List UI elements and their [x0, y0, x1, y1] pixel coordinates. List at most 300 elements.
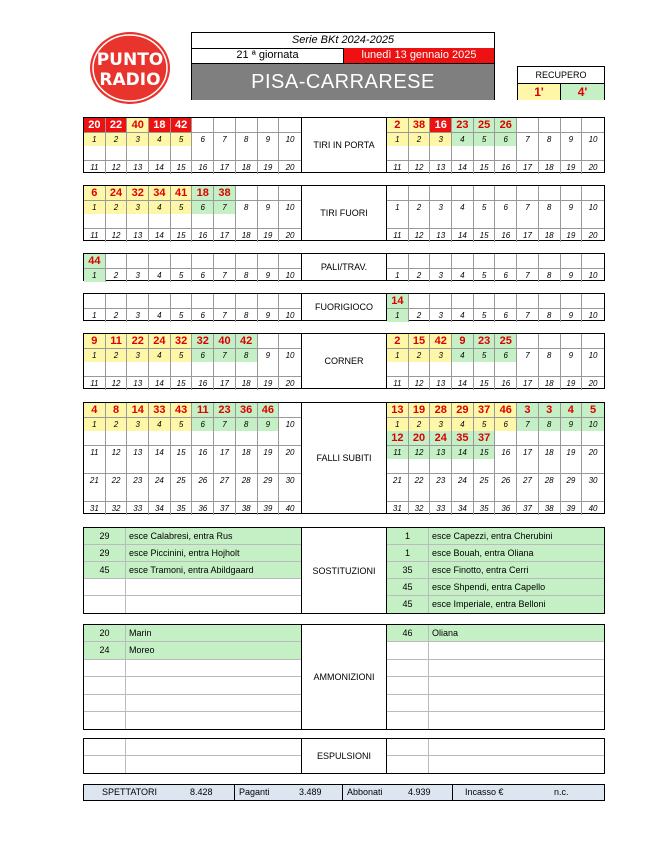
event-slot: [127, 431, 149, 445]
event-description: esce Bouah, entra Oliana: [432, 548, 534, 558]
slot-number: 14: [452, 376, 474, 390]
slot-number: 8: [236, 308, 258, 322]
event-slot: [149, 431, 171, 445]
list-item: [387, 596, 604, 613]
event-slot: [517, 146, 539, 160]
event-slot: [149, 362, 171, 376]
takings-value: n.c.: [554, 787, 569, 797]
slot-number: 6: [192, 308, 214, 322]
event-slot: [452, 254, 474, 268]
stat-falli-left-team: [84, 403, 301, 513]
slot-number: 19: [258, 445, 280, 459]
event-slot: [582, 294, 604, 308]
event-slot: [236, 487, 258, 501]
slot-number: 13: [430, 376, 452, 390]
event-slot: [84, 431, 106, 445]
slot-number: 37: [214, 501, 236, 515]
substitutions-section: [83, 527, 605, 614]
event-slot: [561, 459, 583, 473]
event-minute: 14: [127, 403, 149, 417]
slot-number: 4: [149, 132, 171, 146]
slot-number: 2: [409, 200, 431, 214]
event-minute: 25: [495, 334, 517, 348]
slot-number: 22: [106, 473, 128, 487]
slot-number: 30: [279, 473, 301, 487]
attendance-footer: [83, 784, 605, 801]
event-slot: [495, 214, 517, 228]
slot-number: 13: [127, 228, 149, 242]
slot-number: 2: [409, 417, 431, 431]
event-slot: [106, 362, 128, 376]
slot-number: 6: [192, 132, 214, 146]
event-minute: 37: [474, 431, 496, 445]
event-slot: [495, 254, 517, 268]
slot-number: 12: [106, 376, 128, 390]
event-description: esce Imperiale, entra Belloni: [432, 599, 546, 609]
slot-number: 8: [236, 200, 258, 214]
slot-number: 13: [430, 228, 452, 242]
stat-label-tiri_fuori: TIRI FUORI: [301, 186, 387, 240]
event-slot: [127, 146, 149, 160]
slot-number: 14: [452, 445, 474, 459]
slot-number: 31: [84, 501, 106, 515]
slot-number: 20: [279, 376, 301, 390]
slot-number: 34: [452, 501, 474, 515]
event-slot: [106, 214, 128, 228]
event-slot: [192, 362, 214, 376]
event-slot: [452, 186, 474, 200]
slot-number: 12: [409, 376, 431, 390]
slot-number: 15: [171, 160, 193, 174]
slot-number: 17: [214, 376, 236, 390]
stat-section-falli: [83, 402, 605, 514]
slot-number: 12: [409, 160, 431, 174]
slot-number: 10: [582, 348, 604, 362]
event-slot: [517, 487, 539, 501]
event-slot: [149, 214, 171, 228]
slot-number: 8: [236, 417, 258, 431]
slot-number: 3: [430, 417, 452, 431]
event-slot: [258, 214, 280, 228]
spectators-value: 8.428: [190, 787, 213, 797]
event-minute: 34: [149, 186, 171, 200]
slot-number: 8: [539, 132, 561, 146]
slot-number: 20: [582, 228, 604, 242]
slot-number: 12: [106, 160, 128, 174]
slot-number: 11: [84, 376, 106, 390]
event-minute: 32: [192, 334, 214, 348]
slot-number: 27: [214, 473, 236, 487]
slot-number: 5: [474, 348, 496, 362]
event-slot: [474, 459, 496, 473]
event-slot: [387, 214, 409, 228]
event-minute: 36: [236, 403, 258, 417]
slot-number: 5: [171, 417, 193, 431]
event-slot: [517, 186, 539, 200]
slot-number: 5: [474, 200, 496, 214]
slot-number: 17: [517, 445, 539, 459]
event-slot: [582, 214, 604, 228]
event-slot: [258, 254, 280, 268]
slot-number: 1: [84, 200, 106, 214]
event-slot: [279, 403, 301, 417]
slot-number: 21: [387, 473, 409, 487]
event-slot: [214, 487, 236, 501]
event-slot: [452, 294, 474, 308]
slot-number: 17: [517, 376, 539, 390]
stat-fuorigioco-right-team: [387, 294, 604, 320]
event-minute: 29: [452, 403, 474, 417]
event-minute: 23: [214, 403, 236, 417]
slot-number: 7: [517, 417, 539, 431]
slot-number: 7: [517, 200, 539, 214]
slot-number: 6: [495, 132, 517, 146]
event-slot: [495, 362, 517, 376]
list-item: [387, 625, 604, 642]
event-minute: 18: [192, 186, 214, 200]
slot-number: 21: [84, 473, 106, 487]
event-slot: [474, 146, 496, 160]
event-slot: [539, 254, 561, 268]
slot-number: 15: [474, 445, 496, 459]
event-slot: [171, 362, 193, 376]
event-slot: [561, 334, 583, 348]
slot-number: 25: [474, 473, 496, 487]
event-slot: [452, 362, 474, 376]
list-item: [387, 562, 604, 579]
event-slot: [279, 118, 301, 132]
event-slot: [192, 459, 214, 473]
list-item: [387, 545, 604, 562]
slot-number: 4: [452, 132, 474, 146]
event-slot: [582, 362, 604, 376]
slot-number: 40: [279, 501, 301, 515]
event-slot: [106, 431, 128, 445]
slot-number: 7: [517, 308, 539, 322]
event-slot: [561, 146, 583, 160]
stat-label-fuorigioco: FUORIGIOCO: [301, 294, 387, 320]
event-minute: 35: [387, 562, 429, 578]
event-slot: [279, 294, 301, 308]
slot-number: 29: [258, 473, 280, 487]
slot-number: 13: [430, 445, 452, 459]
slot-number: 7: [517, 132, 539, 146]
event-slot: [106, 146, 128, 160]
event-slot: [127, 362, 149, 376]
event-minute: 2: [387, 334, 409, 348]
event-minute: 1: [387, 545, 429, 561]
slot-number: 18: [236, 160, 258, 174]
event-slot: [539, 487, 561, 501]
event-slot: [474, 186, 496, 200]
event-slot: [149, 294, 171, 308]
slot-number: 9: [561, 268, 583, 282]
event-slot: [561, 186, 583, 200]
event-slot: [258, 118, 280, 132]
list-item: [84, 562, 301, 579]
event-minute: 38: [409, 118, 431, 132]
event-minute: 3: [517, 403, 539, 417]
event-slot: [106, 254, 128, 268]
event-slot: [258, 459, 280, 473]
event-slot: [582, 118, 604, 132]
event-slot: [474, 254, 496, 268]
slot-number: 33: [127, 501, 149, 515]
event-slot: [192, 146, 214, 160]
list-item: [84, 660, 301, 677]
event-minute: [84, 712, 126, 729]
slot-number: 9: [561, 132, 583, 146]
list-item: [84, 579, 301, 596]
event-minute: 4: [561, 403, 583, 417]
event-slot: [84, 362, 106, 376]
slot-number: 6: [192, 348, 214, 362]
event-minute: 9: [84, 334, 106, 348]
event-slot: [84, 294, 106, 308]
event-minute: 25: [474, 118, 496, 132]
event-slot: [279, 214, 301, 228]
event-minute: [84, 677, 126, 693]
event-minute: 46: [495, 403, 517, 417]
slot-number: 4: [149, 417, 171, 431]
event-minute: 13: [387, 403, 409, 417]
stat-fuorigioco-left-team: [84, 294, 301, 320]
event-slot: [582, 254, 604, 268]
slot-number: 8: [539, 308, 561, 322]
recovery-box: [517, 66, 605, 100]
event-minute: 42: [236, 334, 258, 348]
slot-number: 1: [387, 200, 409, 214]
event-slot: [409, 254, 431, 268]
slot-number: 1: [387, 417, 409, 431]
list-item: [84, 596, 301, 613]
event-slot: [539, 146, 561, 160]
slot-number: 4: [149, 308, 171, 322]
event-slot: [452, 487, 474, 501]
event-slot: [258, 186, 280, 200]
slot-number: 2: [409, 308, 431, 322]
slot-number: 6: [192, 268, 214, 282]
event-minute: 28: [430, 403, 452, 417]
slot-number: 36: [495, 501, 517, 515]
event-description: [429, 677, 432, 693]
slot-number: 3: [127, 348, 149, 362]
event-slot: [127, 254, 149, 268]
event-minute: 46: [258, 403, 280, 417]
slot-number: 39: [258, 501, 280, 515]
event-slot: [279, 431, 301, 445]
slot-number: 19: [258, 228, 280, 242]
slot-number: 10: [582, 268, 604, 282]
event-slot: [452, 146, 474, 160]
event-minute: 46: [387, 625, 429, 641]
event-slot: [517, 214, 539, 228]
event-slot: [149, 459, 171, 473]
slot-number: 23: [430, 473, 452, 487]
slot-number: 1: [84, 308, 106, 322]
slot-number: 12: [409, 445, 431, 459]
stat-tiri_porta-right-team: [387, 118, 604, 172]
event-slot: [387, 459, 409, 473]
event-minute: 2: [387, 118, 409, 132]
slot-number: 5: [474, 417, 496, 431]
event-slot: [236, 294, 258, 308]
slot-number: 18: [539, 160, 561, 174]
slot-number: 5: [171, 132, 193, 146]
slot-number: 14: [149, 160, 171, 174]
event-slot: [258, 431, 280, 445]
slot-number: 6: [495, 308, 517, 322]
list-item: [387, 642, 604, 659]
slot-number: 8: [539, 268, 561, 282]
stat-label-pali: PALI/TRAV.: [301, 254, 387, 280]
event-minute: 11: [106, 334, 128, 348]
event-slot: [517, 294, 539, 308]
event-slot: [539, 362, 561, 376]
event-slot: [236, 146, 258, 160]
list-item: [84, 545, 301, 562]
event-minute: 20: [409, 431, 431, 445]
event-minute: 26: [495, 118, 517, 132]
event-description: [126, 660, 129, 676]
event-slot: [474, 294, 496, 308]
event-minute: 42: [171, 118, 193, 132]
event-slot: [127, 487, 149, 501]
event-slot: [452, 459, 474, 473]
slot-number: 18: [236, 445, 258, 459]
event-minute: 23: [474, 334, 496, 348]
event-slot: [495, 186, 517, 200]
slot-number: 19: [561, 445, 583, 459]
event-slot: [171, 459, 193, 473]
event-description: [126, 579, 129, 595]
slot-number: 6: [495, 268, 517, 282]
event-minute: 15: [409, 334, 431, 348]
slot-number: 19: [258, 160, 280, 174]
event-slot: [127, 214, 149, 228]
slot-number: 5: [171, 200, 193, 214]
event-slot: [582, 334, 604, 348]
slot-number: 10: [279, 132, 301, 146]
event-slot: [409, 362, 431, 376]
event-minute: 32: [127, 186, 149, 200]
event-slot: [214, 118, 236, 132]
slot-number: 16: [495, 376, 517, 390]
slot-number: 30: [582, 473, 604, 487]
slot-number: 9: [561, 417, 583, 431]
event-slot: [214, 294, 236, 308]
slot-number: 16: [495, 445, 517, 459]
event-slot: [214, 362, 236, 376]
event-slot: [582, 146, 604, 160]
event-description: [429, 695, 432, 711]
event-slot: [236, 362, 258, 376]
event-slot: [430, 294, 452, 308]
event-minute: 38: [214, 186, 236, 200]
event-slot: [539, 459, 561, 473]
slot-number: 18: [236, 228, 258, 242]
event-minute: 45: [387, 596, 429, 613]
slot-number: 11: [84, 445, 106, 459]
event-slot: [214, 254, 236, 268]
event-slot: [495, 487, 517, 501]
paying-value: 3.489: [299, 787, 322, 797]
list-item: [387, 677, 604, 694]
slot-number: 10: [279, 348, 301, 362]
slot-number: 15: [474, 160, 496, 174]
slot-number: 6: [495, 417, 517, 431]
event-slot: [387, 186, 409, 200]
logo-text-punto: PUNTO: [96, 50, 164, 70]
event-slot: [561, 294, 583, 308]
slot-number: 16: [495, 160, 517, 174]
list-item: [84, 625, 301, 642]
event-minute: 40: [214, 334, 236, 348]
slot-number: 3: [127, 308, 149, 322]
event-slot: [192, 487, 214, 501]
expulsions-label: ESPULSIONI: [301, 739, 387, 773]
slot-number: 39: [561, 501, 583, 515]
event-description: [126, 677, 129, 693]
event-slot: [84, 146, 106, 160]
event-minute: 18: [149, 118, 171, 132]
slot-number: 5: [171, 308, 193, 322]
event-slot: [517, 254, 539, 268]
event-slot: [171, 487, 193, 501]
slot-number: 18: [539, 445, 561, 459]
slot-number: 8: [236, 268, 258, 282]
event-minute: 44: [84, 254, 106, 268]
event-slot: [387, 254, 409, 268]
slot-number: 40: [582, 501, 604, 515]
event-slot: [236, 118, 258, 132]
event-slot: [171, 214, 193, 228]
event-slot: [387, 487, 409, 501]
event-slot: [517, 334, 539, 348]
stat-section-corner: [83, 333, 605, 389]
slot-number: 2: [106, 268, 128, 282]
slot-number: 26: [495, 473, 517, 487]
stat-label-falli: FALLI SUBITI: [301, 403, 387, 513]
slot-number: 38: [236, 501, 258, 515]
event-slot: [279, 362, 301, 376]
slot-number: 3: [430, 308, 452, 322]
event-minute: 32: [171, 334, 193, 348]
slot-number: 1: [84, 348, 106, 362]
event-minute: [84, 596, 126, 613]
slot-number: 3: [430, 348, 452, 362]
slot-number: 7: [517, 348, 539, 362]
slot-number: 7: [214, 348, 236, 362]
slot-number: 7: [214, 268, 236, 282]
punto-radio-logo: [88, 30, 172, 106]
event-slot: [192, 431, 214, 445]
recovery-label: RECUPERO: [518, 67, 604, 84]
event-slot: [452, 214, 474, 228]
event-description: Marin: [129, 628, 152, 638]
slot-number: 12: [106, 228, 128, 242]
slot-number: 37: [517, 501, 539, 515]
season-ticket-label: Abbonati: [342, 785, 383, 800]
list-item: [84, 677, 301, 694]
event-minute: 20: [84, 625, 126, 641]
bookings-label: AMMONIZIONI: [301, 625, 387, 729]
event-minute: [84, 660, 126, 676]
slot-number: 34: [149, 501, 171, 515]
event-minute: 24: [430, 431, 452, 445]
slot-number: 9: [561, 200, 583, 214]
slot-number: 10: [279, 417, 301, 431]
